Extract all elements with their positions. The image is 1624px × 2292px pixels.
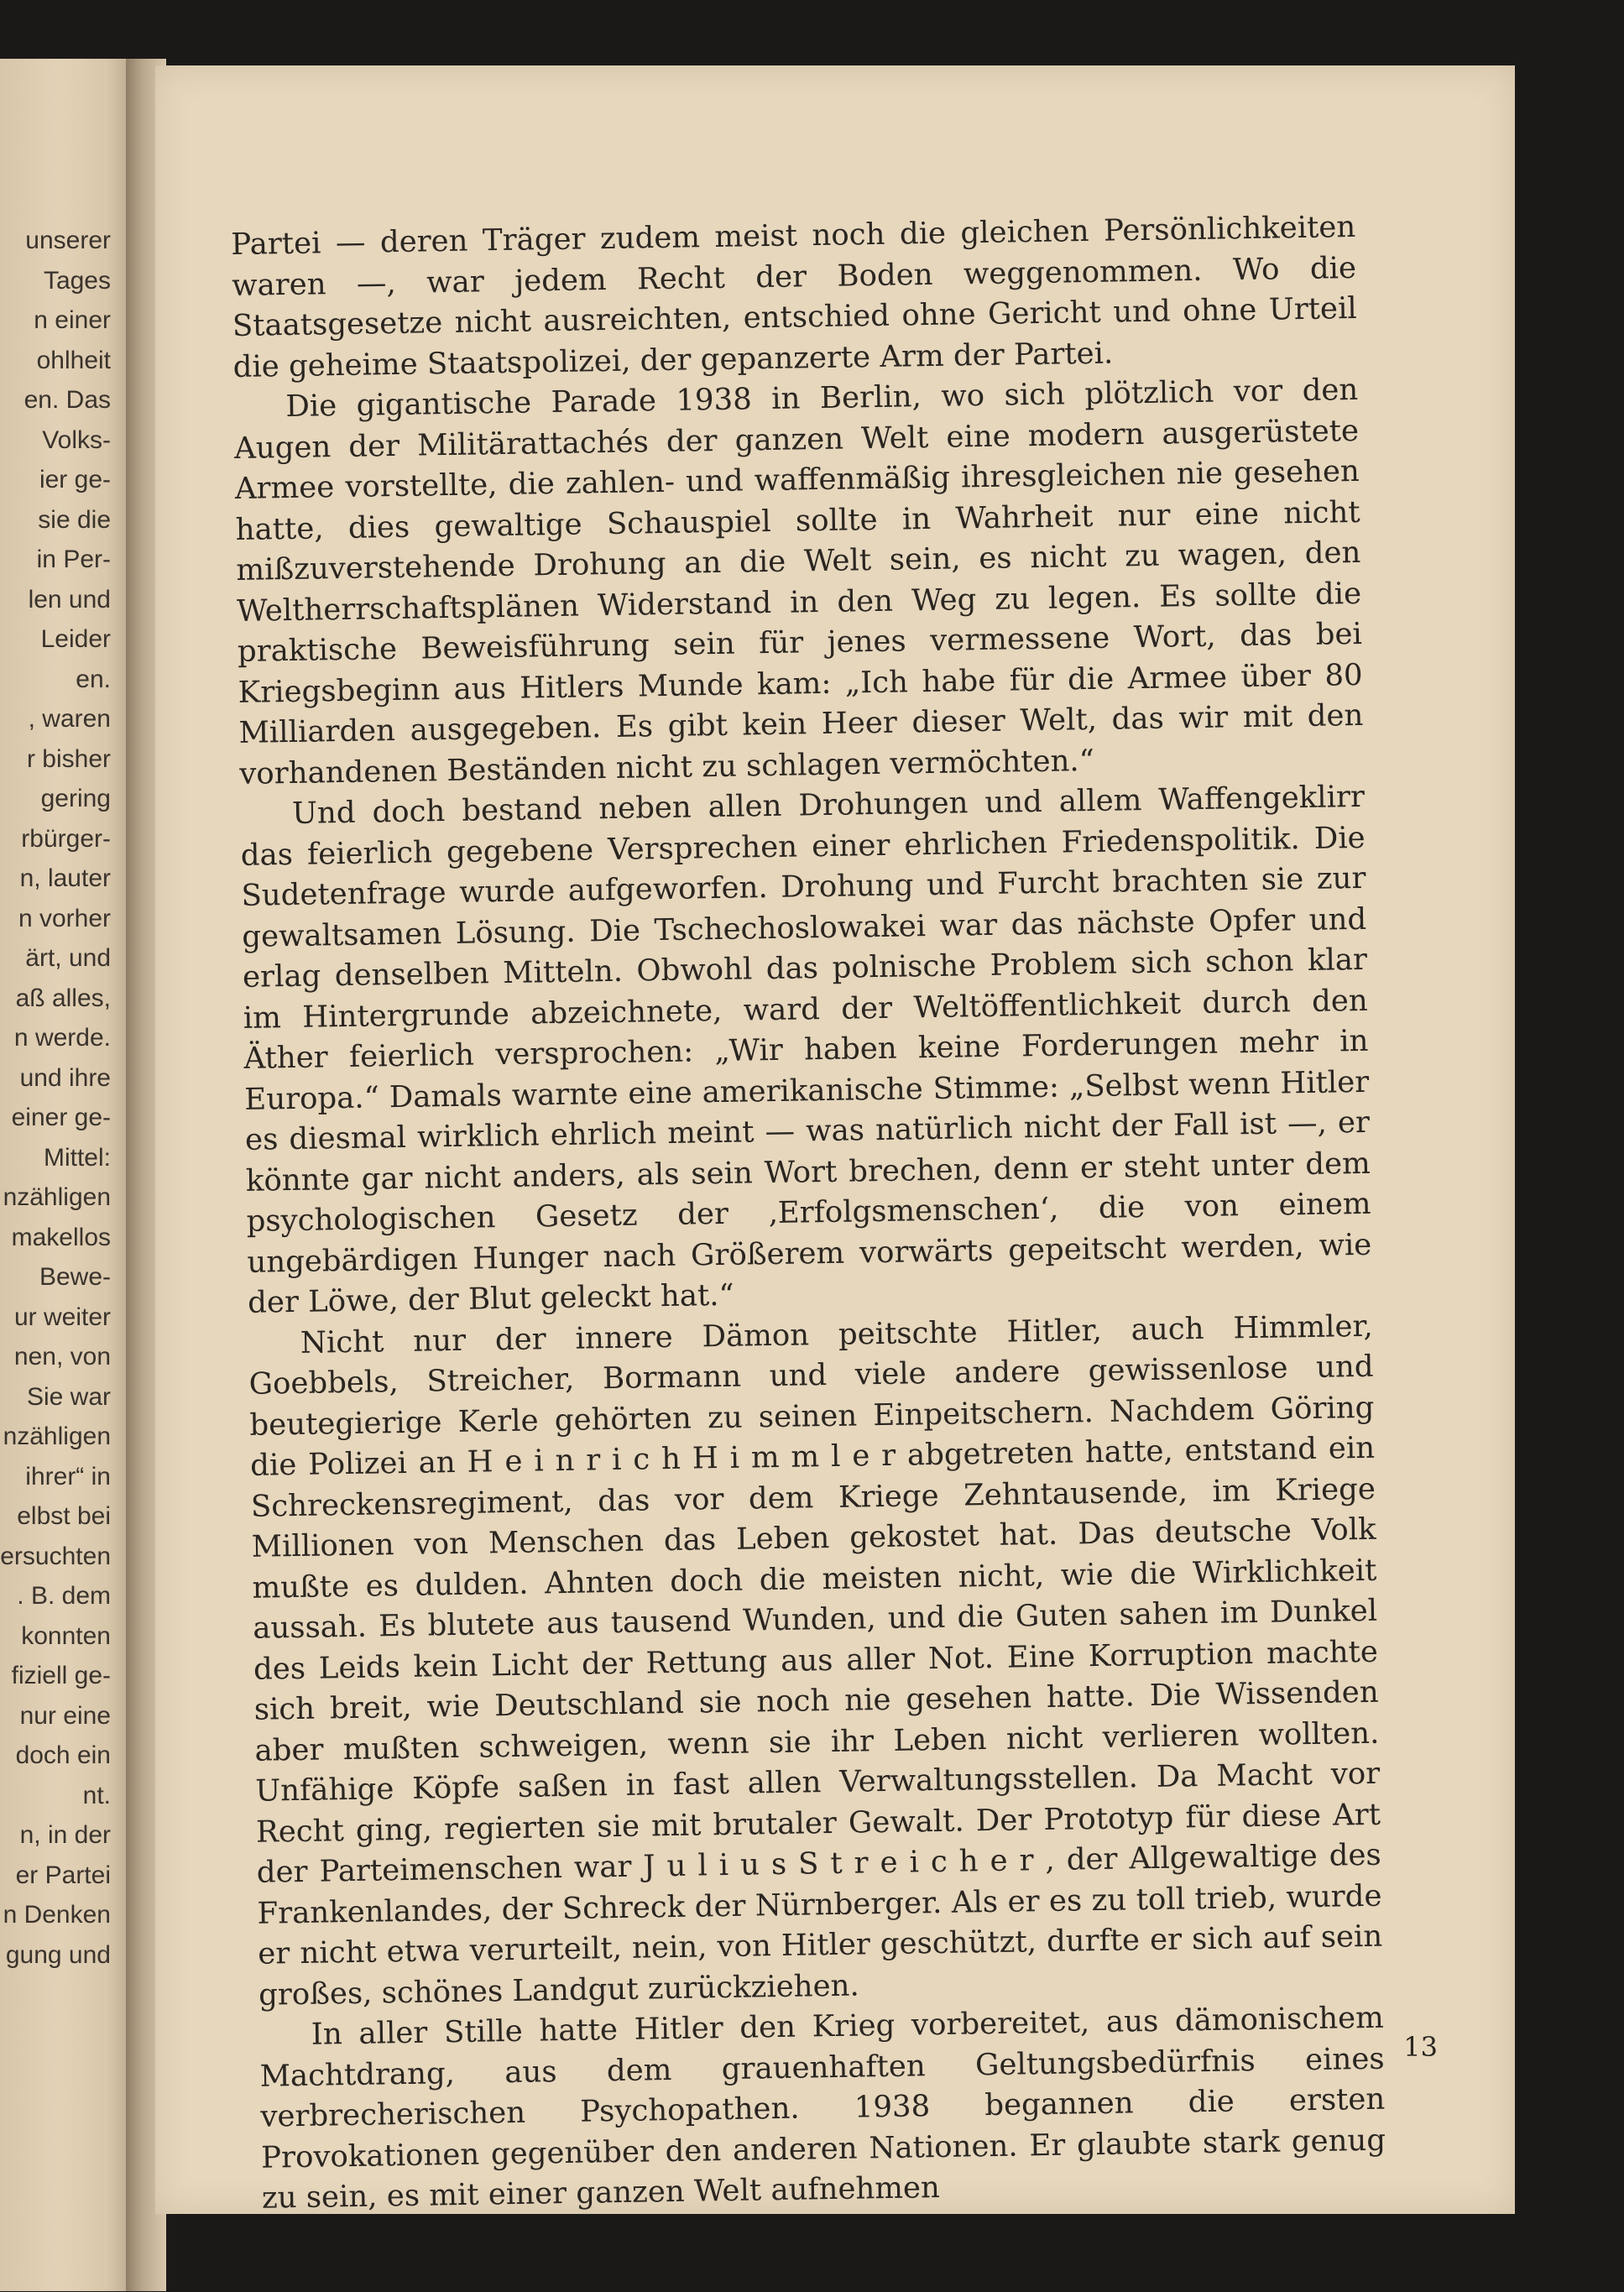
- left-page-fragment: in Per-: [36, 546, 111, 573]
- left-page-fragment: Leider: [40, 625, 111, 653]
- left-page-fragment: ohlheit: [36, 346, 111, 374]
- left-page-fragment: makellos: [11, 1223, 111, 1251]
- left-page-fragment: elbst bei: [17, 1502, 111, 1530]
- left-page-fragment: ärt, und: [25, 944, 111, 972]
- left-page-fragment: gering: [40, 785, 111, 812]
- book-page: [155, 65, 1515, 2214]
- paragraph-5: In aller Stille hatte Hitler den Krieg vorbereitet, aus dämonischem Machtdrang, aus dem grauenhaften Geltungsbedürfnis eines verbrecherischen Psychopathen. 1938 begannen die ersten Provokationen gegenüber den anderen Nationen. Er glaubte stark genug zu sein, es mit einer ganzen Welt aufnehmen: [259, 2000, 1386, 2216]
- left-page-fragment: nur eine: [19, 1701, 111, 1730]
- left-page-fragment: ur weiter: [13, 1303, 111, 1331]
- paragraph-2: Die gigantische Parade 1938 in Berlin, wo sich plötzlich vor den Augen der Militärattachés der ganzen Welt eine modern ausgerüstete Armee vorstellte, die zahlen- und waffenmäßig ihresgleichen nie gesehen hatte, dies gewaltige Schauspiel sollte in Wahrheit nur eine nicht mißzuverstehende Drohung an die Welt sein, es nicht zu wagen, den Weltherrschaftsplänen Widerstand in den Weg zu legen. Es sollte die praktische Beweisführung sein für jenes vermessene Wort, das bei Kriegsbeginn aus Hitlers Munde kam: „Ich habe für die Armee über 80 Milliarden ausgegeben. Es gibt kein Heer dieser Welt, das wir mit den vorhandenen Beständen nicht zu schlagen vermöchten.“: [233, 372, 1364, 791]
- left-page-fragment: Bewe-: [39, 1263, 111, 1291]
- left-page-fragment: Tages: [43, 266, 111, 295]
- left-page-fragment: Volks-: [42, 426, 111, 454]
- left-page-fragment: n vorher: [18, 904, 111, 932]
- paragraph-1: Partei — deren Träger zudem meist noch die gleichen Persönlichkeiten waren —, war jedem Recht der Boden weggenommen. Wo die Staatsgesetze nicht ausreichten, entschied ohne Gericht und ohne Urteil die geheime Staatspolizei, der gepanzerte Arm der Partei.: [231, 209, 1358, 384]
- left-page-fragment: und ihre: [19, 1063, 111, 1092]
- left-page-fragment: er Partei: [15, 1861, 111, 1889]
- left-page-fragment: . B. dem: [17, 1582, 111, 1610]
- left-page-fragment: nzähligen: [3, 1183, 111, 1211]
- left-page-fragment: n, in der: [19, 1821, 111, 1849]
- left-page-fragment: sie die: [38, 505, 111, 534]
- left-page-fragment: doch ein: [15, 1741, 111, 1769]
- paragraph-4: Nicht nur der innere Dämon peitschte Hitler, auch Himmler, Goebbels, Streicher, Bormann und viele andere gewissenlose und beutegierige Kerle gehörten zu seinen Einpeitschern. Nachdem Göring die Polizei an H e i n r i c h H i m m l e r abgetreten hatte, entstand ein Schreckensregiment, das vor dem Kriege Zehntausende, im Kriege Millionen von Menschen das Leben gekostet hat. Das deutsche Volk mußte es dulden. Ahnten doch die meisten nicht, wie die Wirklichkeit aussah. Es blutete aus tausend Wunden, und die Guten sahen im Dunkel des Leids kein Licht der Rettung aus aller Not. Eine Korruption machte sich breit, wie Deutschland sie noch nie gesehen hatte. Die Wissenden aber mußten schweigen, wenn sie ihr Leben nicht verlieren wollten. Unfähige Köpfe saßen in fast allen Verwaltungsstellen. Da Macht vor Recht ging, regierten sie mit brutaler Gewalt. Der Prototyp für diese Art der Parteimenschen war J u l i u s S t r e i c h e r , der Allgewaltige des Frankenlandes, der Schreck der Nürnberger. Als er es zu toll trieb, wurde er nicht etwa verurteilt, nein, von Hitler geschützt, durfte er sich auf sein großes, schönes Landgut zurückziehen.: [248, 1308, 1383, 2013]
- left-page-fragment: nzähligen: [3, 1423, 111, 1450]
- left-page-fragment: fiziell ge-: [11, 1662, 111, 1689]
- left-page-fragment: en.: [76, 665, 111, 693]
- left-page-fragment: rbürger-: [21, 824, 111, 853]
- left-page-fragment: n werde.: [13, 1024, 111, 1052]
- left-page-fragment: aß alles,: [15, 984, 111, 1012]
- left-page-fragment: einer ge-: [11, 1104, 111, 1131]
- left-page-fragment: Sie war: [26, 1382, 111, 1411]
- left-page-fragment: r bisher: [26, 744, 111, 773]
- left-page-fragment: ier ge-: [39, 466, 111, 493]
- left-page-fragment: gung und: [5, 1940, 111, 1969]
- left-page-fragment: n, lauter: [19, 864, 111, 892]
- left-page-fragment: nt.: [82, 1781, 111, 1809]
- left-page-fragment: , waren: [28, 705, 111, 733]
- paragraph-3: Und doch bestand neben allen Drohungen und allem Waffengeklirr das feierlich gegebene Versprechen einer ehrlichen Friedenspolitik. Die Sudetenfrage wurde aufgeworfen. Drohung und Furcht brachten sie zur gewaltsamen Lösung. Die Tschechoslowakei war das nächste Opfer und erlag denselben Mitteln. Obwohl das polnische Problem sich schon klar im Hintergrunde abzeichnete, ward der Weltöffentlichkeit durch den Äther feierlich versprochen: „Wir haben keine Forderungen mehr in Europa.“ Damals warnte eine amerikanische Stimme: „Selbst wenn Hitler es diesmal wirklich ehrlich meint — was natürlich nicht der Fall ist —, er könnte gar nicht anders, als sein Wort brechen, denn er steht unter dem psychologischen Gesetz der ‚Erfolgsmenschen‘, die von einem ungebärdigen Hunger nach Größerem vorwärts gepeitscht werden, wie der Löwe, der Blut geleckt hat.“: [240, 779, 1372, 1320]
- body-text: [231, 207, 1386, 2219]
- left-page-fragment: konnten: [21, 1621, 111, 1650]
- left-page-fragment: ihrer“ in: [25, 1462, 111, 1491]
- left-page-fragment: en. Das: [23, 386, 111, 414]
- page-number: 13: [1403, 2031, 1438, 2063]
- left-page-fragment: len und: [28, 585, 111, 613]
- left-page-fragment: unserer: [25, 227, 111, 254]
- left-page-fragment: ersuchten: [0, 1542, 111, 1570]
- previous-page-edge: [0, 59, 134, 2291]
- left-page-fragment: nen, von: [13, 1343, 111, 1371]
- left-page-fragment: Mittel:: [43, 1143, 111, 1172]
- left-page-fragment: n Denken: [3, 1901, 111, 1929]
- left-page-fragment: n einer: [34, 306, 111, 334]
